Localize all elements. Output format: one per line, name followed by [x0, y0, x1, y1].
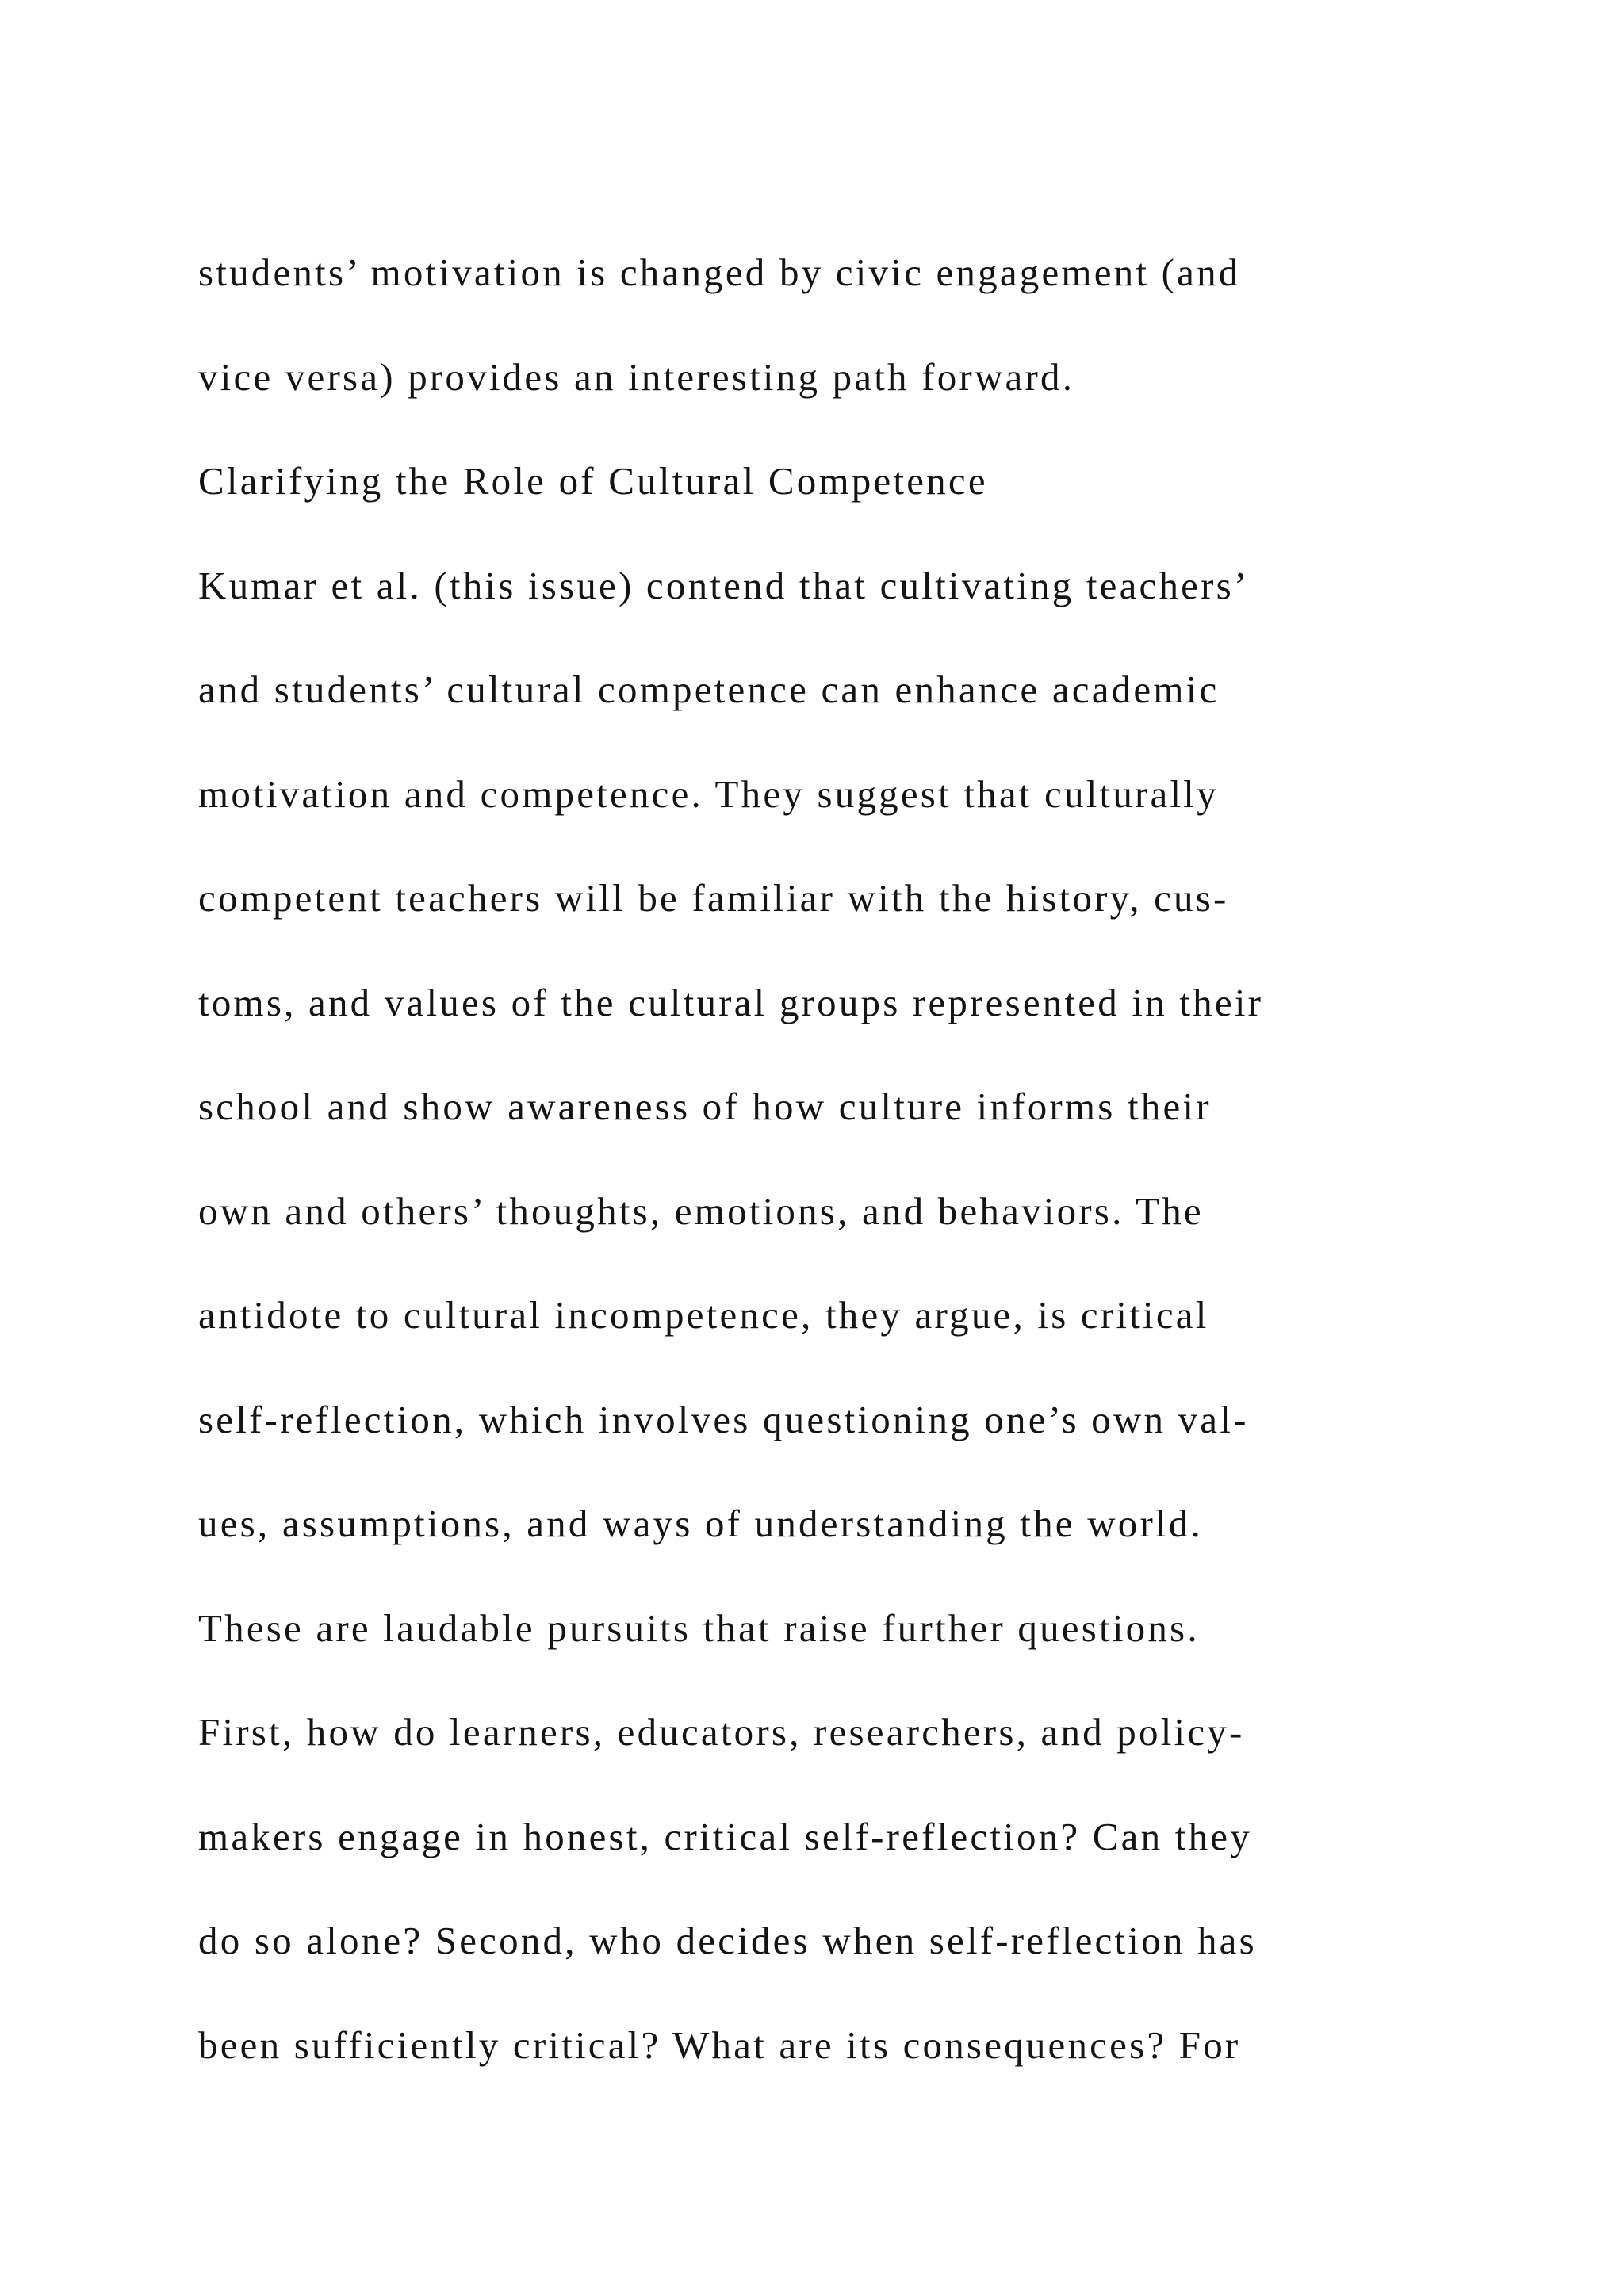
text-line: Kumar et al. (this issue) contend that cultivating teachers’: [198, 563, 1250, 607]
text-line: been sufficiently critical? What are its consequences? For: [198, 2022, 1241, 2067]
text-line: vice versa) provides an interesting path forward.: [198, 354, 1075, 399]
body-text: [198, 246, 1562, 2122]
text-line: students’ motivation is changed by civic engagement (and: [198, 251, 1241, 294]
text-line: competent teachers will be familiar with the history, cus-: [198, 876, 1229, 920]
text-line: and students’ cultural competence can enhance academic: [198, 668, 1220, 711]
text-line: First, how do learners, educators, researchers, and policy-: [198, 1710, 1245, 1754]
text-line: makers engage in honest, critical self-reflection? Can they: [198, 1814, 1252, 1858]
text-line: self-reflection, which involves questioning one’s own val-: [198, 1397, 1249, 1441]
text-line: motivation and competence. They suggest that culturally: [198, 771, 1219, 816]
text-line: do so alone? Second, who decides when self-reflection has: [198, 1919, 1257, 1962]
text-line: ues, assumptions, and ways of understanding the world.: [198, 1502, 1203, 1545]
text-line: toms, and values of the cultural groups represented in their: [198, 980, 1264, 1024]
text-line: These are laudable pursuits that raise further questions.: [198, 1605, 1200, 1650]
text-line: antidote to cultural incompetence, they argue, is critical: [198, 1293, 1209, 1337]
text-line: own and others’ thoughts, emotions, and behaviors. The: [198, 1188, 1204, 1233]
section-heading: Clarifying the Role of Cultural Competence: [198, 459, 988, 503]
text-line: school and show awareness of how culture informs their: [198, 1085, 1212, 1128]
